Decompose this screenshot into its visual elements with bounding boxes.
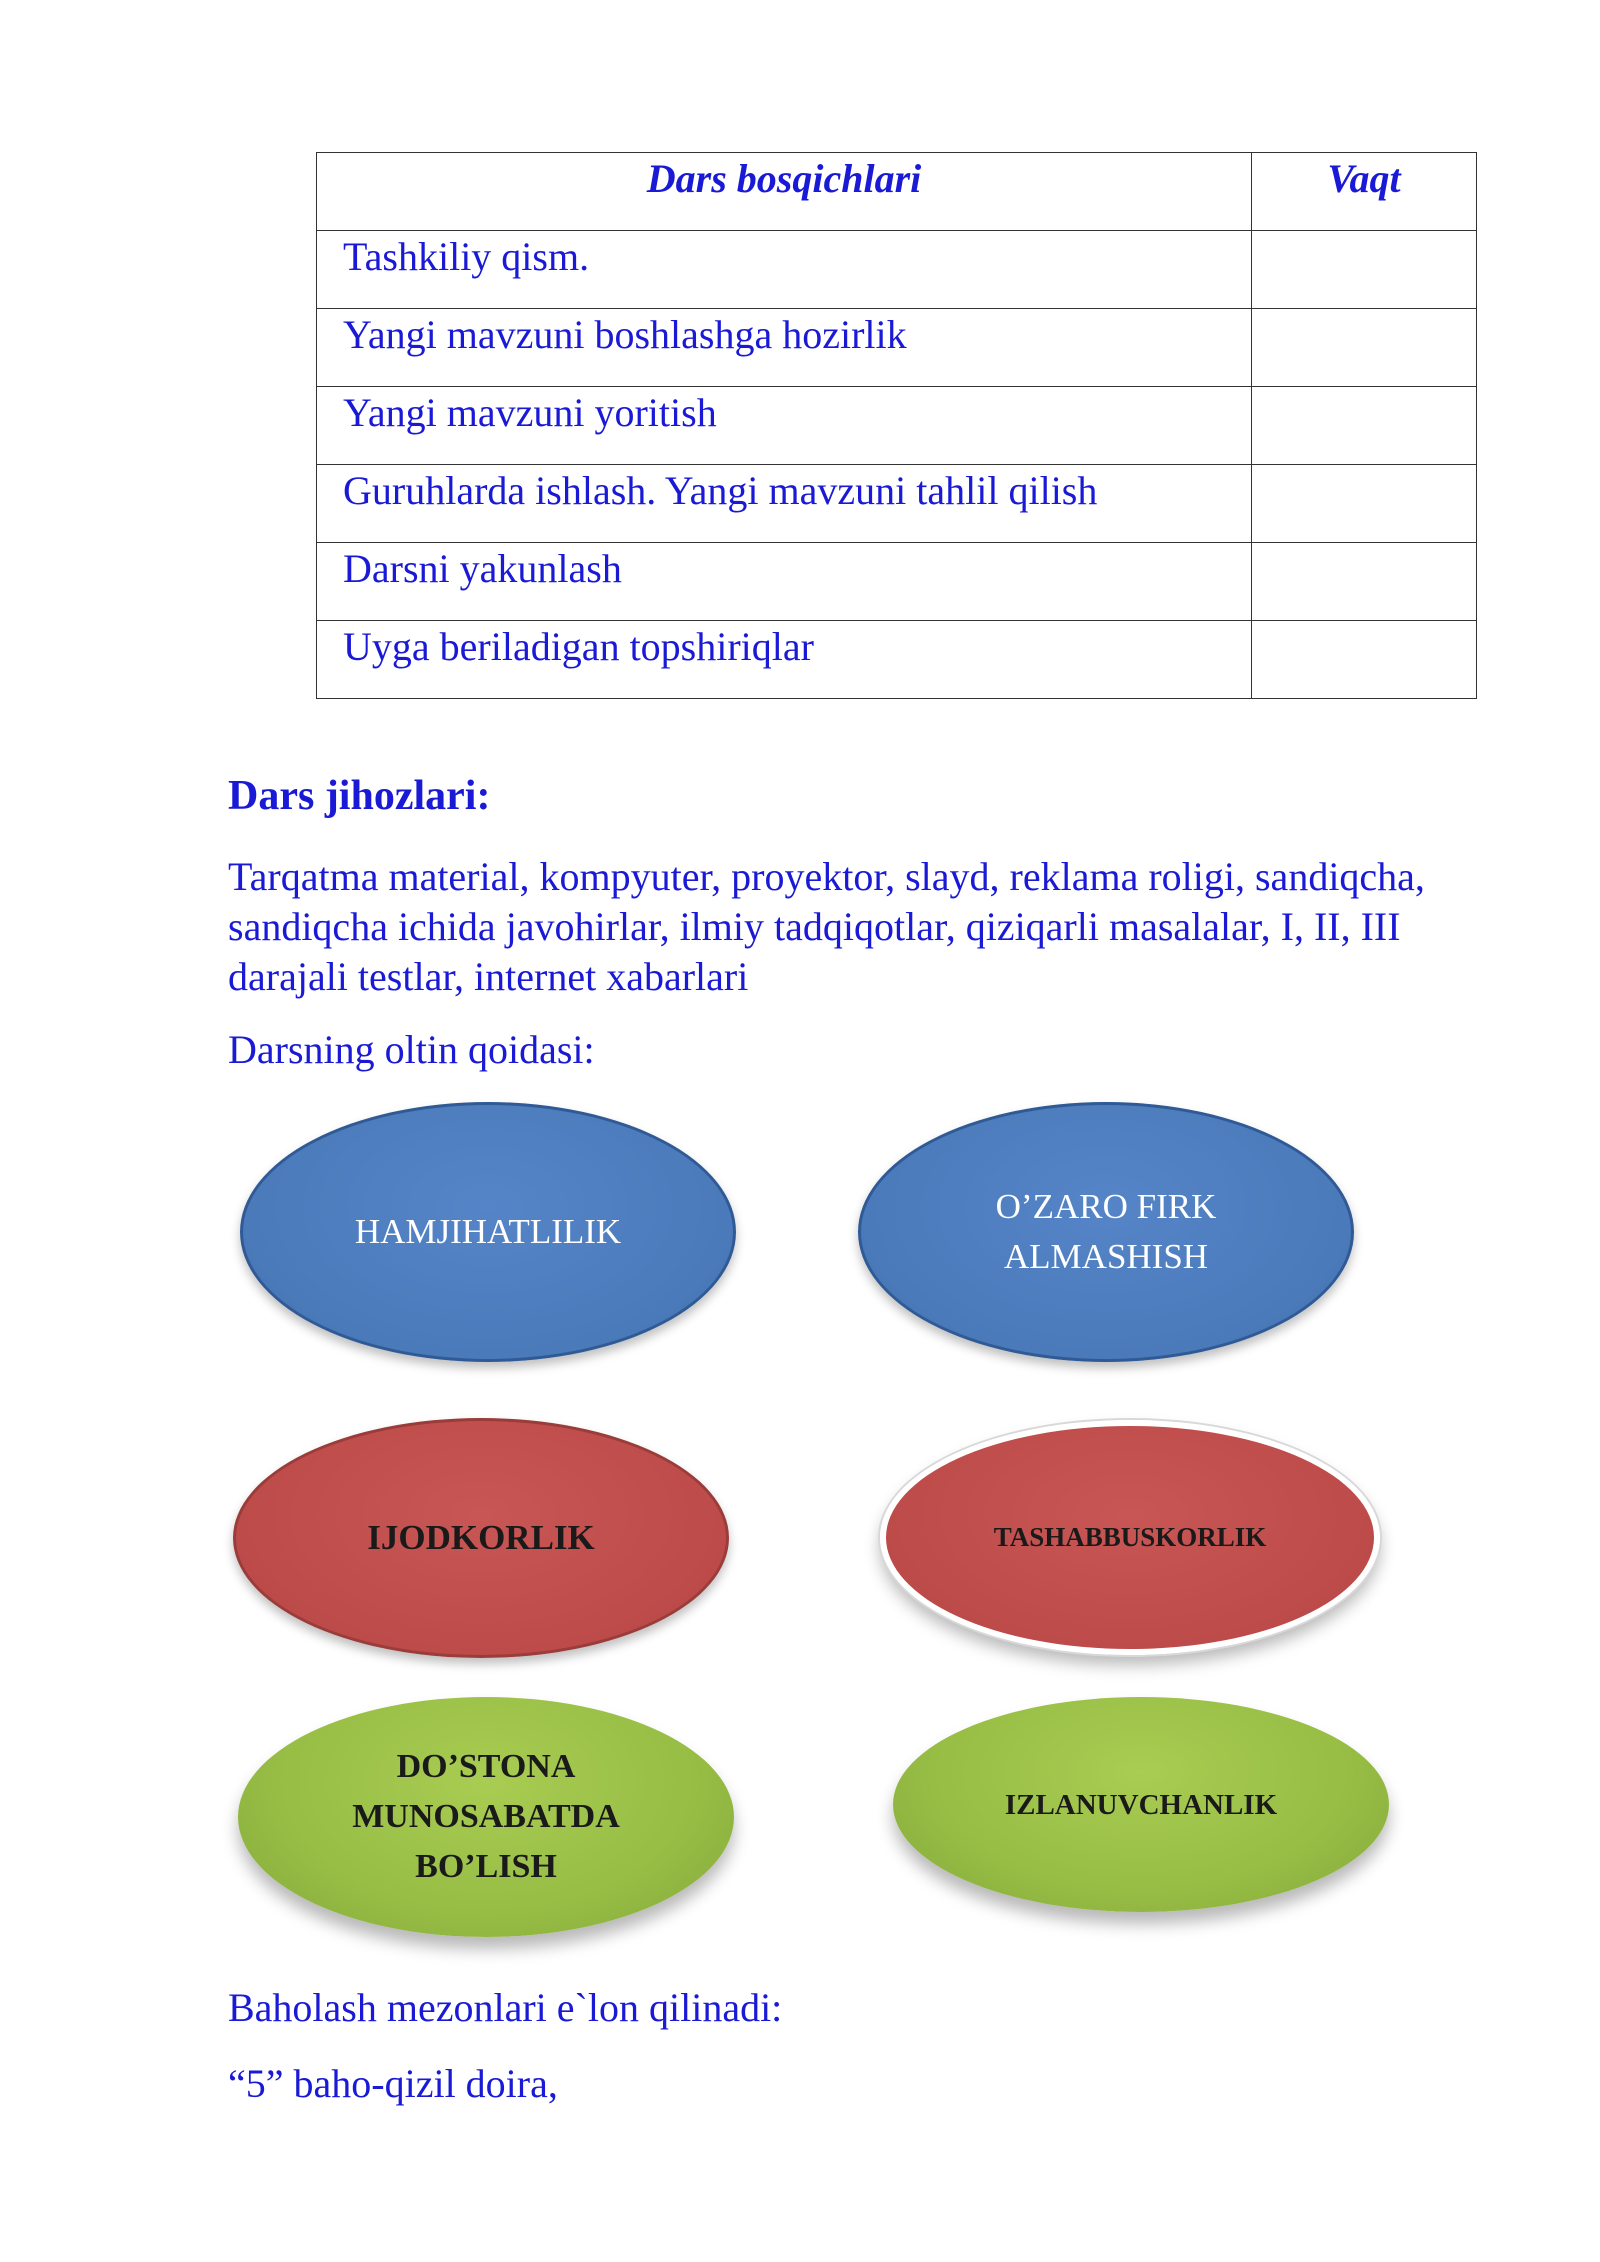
stage-cell: Uyga beriladigan topshiriqlar bbox=[317, 621, 1252, 699]
golden-rule-title: Darsning oltin qoidasi: bbox=[228, 1027, 595, 1072]
stage-cell: Guruhlarda ishlash. Yangi mavzuni tahlil qilish bbox=[317, 465, 1252, 543]
stage-cell: Yangi mavzuni boshlashga hozirlik bbox=[317, 309, 1252, 387]
rule-label-line: BO’LISH bbox=[415, 1848, 557, 1885]
table-header-row bbox=[317, 153, 1477, 231]
rule-label: IZLANUVCHANLIK bbox=[1004, 1788, 1278, 1821]
rule-label: HAMJIHATLILIK bbox=[354, 1212, 622, 1251]
table-row bbox=[317, 543, 1477, 621]
time-cell bbox=[1252, 465, 1477, 543]
rule-ellipse-dostona bbox=[238, 1697, 734, 1937]
header-time: Vaqt bbox=[1252, 153, 1477, 231]
grade-5-text: “5” baho-qizil doira, bbox=[228, 2061, 558, 2106]
time-cell bbox=[1252, 309, 1477, 387]
rule-label-line: DO’STONA bbox=[396, 1748, 576, 1785]
rule-ellipse-tashabbuskorlik bbox=[880, 1420, 1380, 1655]
stage-cell: Yangi mavzuni yoritish bbox=[317, 387, 1252, 465]
table-row bbox=[317, 309, 1477, 387]
table-row bbox=[317, 387, 1477, 465]
rule-ellipse-ijodkorlik bbox=[233, 1418, 729, 1658]
rule-label: IJODKORLIK bbox=[367, 1518, 595, 1557]
table-row bbox=[317, 465, 1477, 543]
table-row bbox=[317, 231, 1477, 309]
stage-cell: Tashkiliy qism. bbox=[317, 231, 1252, 309]
rule-label-line: O’ZARO FIRK bbox=[995, 1187, 1217, 1226]
time-cell bbox=[1252, 621, 1477, 699]
time-cell bbox=[1252, 387, 1477, 465]
equipment-text: Tarqatma material, kompyuter, proyektor, slayd, reklama roligi, sandiqcha, sandiqcha ichida javohirlar, ilmiy tadqiqotlar, qiziqarli masalalar, I, II, III darajali testlar, internet xabarlari bbox=[228, 854, 1425, 999]
rule-label: TASHABBUSKORLIK bbox=[993, 1522, 1267, 1552]
equipment-heading: Dars jihozlari: bbox=[228, 773, 491, 819]
assessment-title: Baholash mezonlari e`lon qilinadi: bbox=[228, 1985, 783, 2030]
time-cell bbox=[1252, 543, 1477, 621]
time-cell bbox=[1252, 231, 1477, 309]
table-row bbox=[317, 621, 1477, 699]
stage-cell: Darsni yakunlash bbox=[317, 543, 1252, 621]
lesson-stages-table bbox=[316, 152, 1477, 699]
rule-label-line: MUNOSABATDA bbox=[352, 1798, 620, 1835]
rule-ellipse-ozaro-firk bbox=[858, 1102, 1354, 1362]
header-stages: Dars bosqichlari bbox=[317, 153, 1252, 231]
rule-ellipse-hamjihatlilik bbox=[240, 1102, 736, 1362]
rule-ellipse-izlanuvchanlik bbox=[893, 1697, 1389, 1912]
rule-label-line: ALMASHISH bbox=[1003, 1237, 1209, 1276]
